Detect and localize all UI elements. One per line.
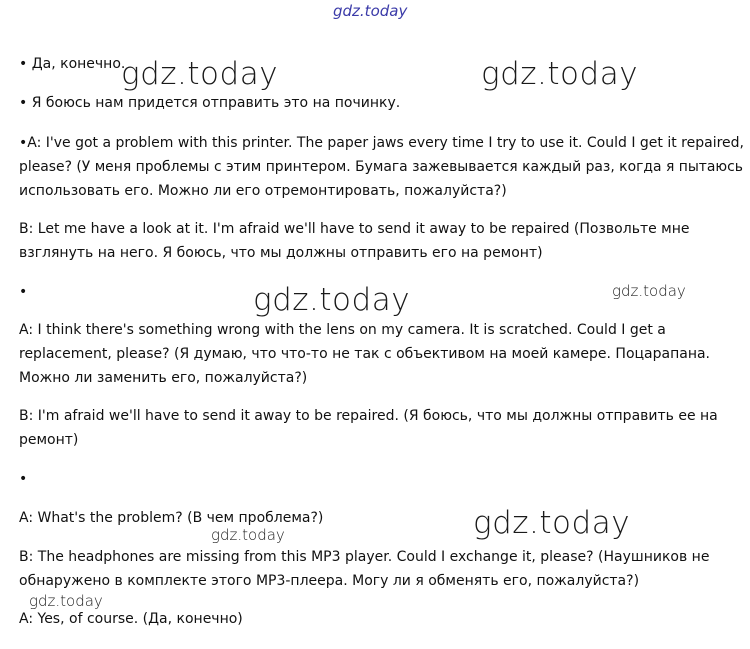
- text-line: B: Let me have a look at it. I'm afraid we'll have to send it away to be repaired (Позвольте мне: [19, 221, 690, 237]
- text-line: replacement, please? (Я думаю, что что-то не так с объективом на моей камере. Поцарапана.: [19, 346, 710, 362]
- watermark-5: gdz.today: [473, 505, 631, 541]
- watermark-top: gdz.today: [333, 2, 408, 20]
- text-line: Можно ли заменить его, пожалуйста?): [19, 370, 308, 386]
- text-line: B: The headphones are missing from this MP3 player. Could I exchange it, please? (Наушников не: [19, 549, 710, 565]
- watermark-7: gdz.today: [29, 592, 103, 610]
- text-line: A: Yes, of course. (Да, конечно): [19, 611, 243, 627]
- text-line: использовать его. Можно ли его отремонтировать, пожалуйста?): [19, 183, 507, 199]
- text-line: взглянуть на него. Я боюсь, что мы должны отправить его на ремонт): [19, 245, 543, 261]
- text-line: please? (У меня проблемы с этим принтером. Бумага зажевывается каждый раз, когда я пытаюсь: [19, 159, 743, 175]
- text-line: • Я боюсь нам придется отправить это на починку.: [19, 95, 401, 111]
- watermark-2: gdz.today: [481, 56, 639, 92]
- text-line: обнаружено в комплекте этого MP3-плеера. Могу ли я обменять его, пожалуйста?): [19, 573, 640, 589]
- text-line: B: I'm afraid we'll have to send it away to be repaired. (Я боюсь, что мы должны отправить ее на: [19, 408, 718, 424]
- watermark-3: gdz.today: [253, 282, 411, 318]
- watermark-6: gdz.today: [211, 526, 285, 544]
- text-line: •A: I've got a problem with this printer. The paper jaws every time I try to use it. Could I get it repaired,: [19, 135, 744, 151]
- text-line: ремонт): [19, 432, 79, 448]
- text-line: • Да, конечно.: [19, 56, 126, 72]
- text-line: A: What's the problem? (В чем проблема?): [19, 510, 324, 526]
- watermark-1: gdz.today: [121, 56, 279, 92]
- watermark-4: gdz.today: [612, 282, 686, 300]
- bullet: •: [19, 284, 28, 300]
- bullet: •: [19, 471, 28, 487]
- text-line: A: I think there's something wrong with the lens on my camera. It is scratched. Could I get a: [19, 322, 666, 338]
